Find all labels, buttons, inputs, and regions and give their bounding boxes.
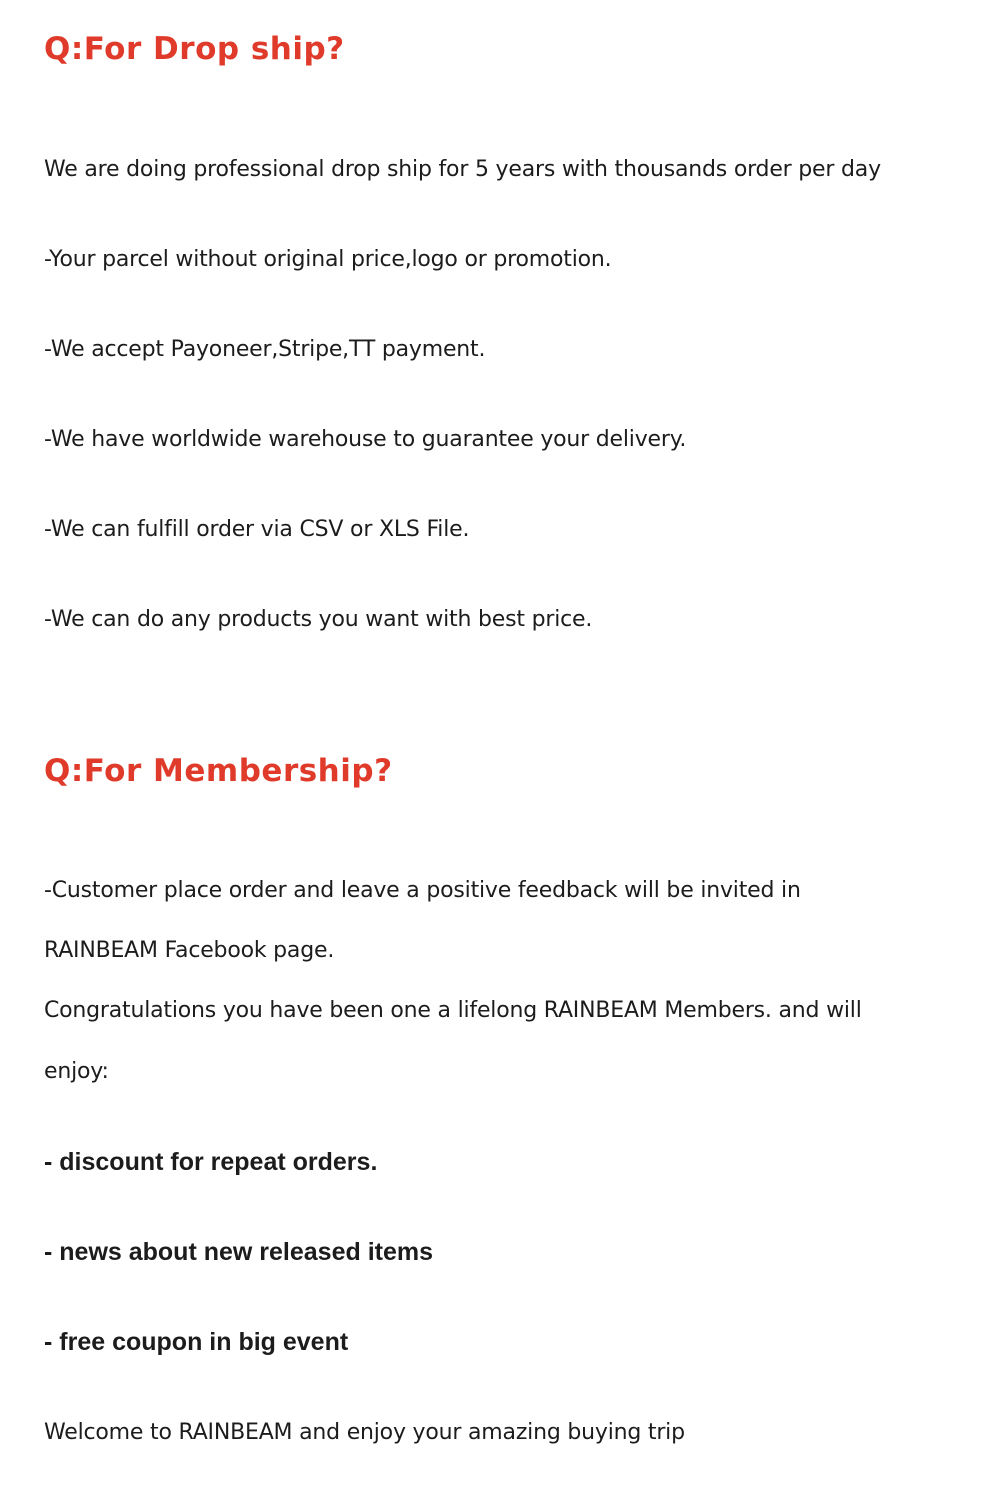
drop-ship-point-3: -We have worldwide warehouse to guarantee your delivery. [44, 427, 687, 452]
drop-ship-point-5: -We can do any products you want with best price. [44, 607, 593, 632]
membership-line-3: Congratulations you have been one a lifelong RAINBEAM Members. and will [44, 998, 862, 1023]
drop-ship-point-2: -We accept Payoneer,Stripe,TT payment. [44, 337, 486, 362]
membership-line-4: enjoy: [44, 1059, 109, 1084]
benefit-discount: - discount for repeat orders. [44, 1148, 378, 1176]
drop-ship-point-4: -We can fulfill order via CSV or XLS File. [44, 517, 470, 542]
membership-line-2: RAINBEAM Facebook page. [44, 938, 335, 963]
benefit-news: - news about new released items [44, 1238, 434, 1266]
drop-ship-heading: Q:For Drop ship? [44, 31, 345, 67]
closing-line: Welcome to RAINBEAM and enjoy your amazing buying trip [44, 1420, 685, 1445]
benefit-coupon: - free coupon in big event [44, 1328, 349, 1356]
membership-heading: Q:For Membership? [44, 753, 393, 789]
drop-ship-intro: We are doing professional drop ship for 5 years with thousands order per day [44, 157, 881, 182]
membership-line-1: -Customer place order and leave a positive feedback will be invited in [44, 878, 801, 903]
drop-ship-point-1: -Your parcel without original price,logo or promotion. [44, 247, 612, 272]
